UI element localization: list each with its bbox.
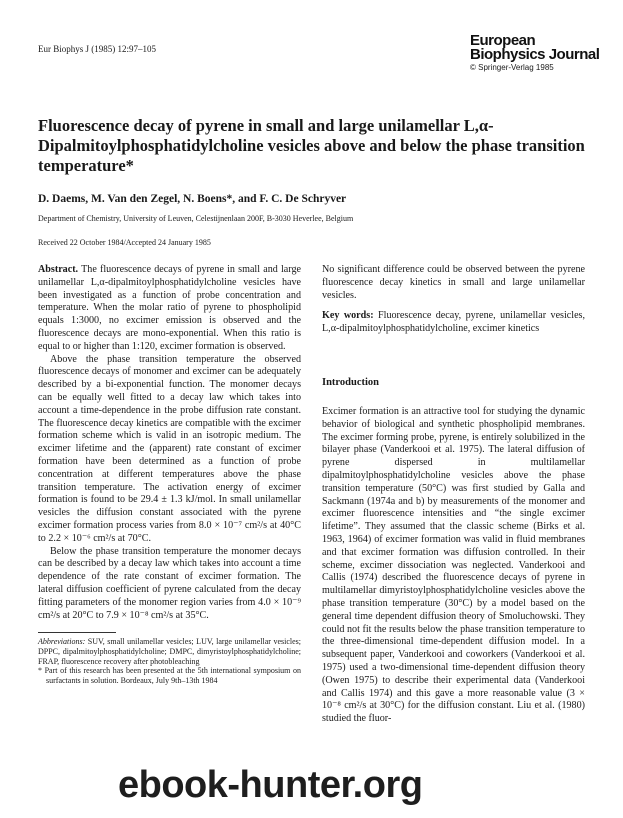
author-affiliation: Department of Chemistry, University of Leuven, Celestijnenlaan 200F, B-3030 Heverlee, Belgium <box>38 214 354 223</box>
article-authors: D. Daems, M. Van den Zegel, N. Boens*, and F. C. De Schryver <box>38 193 347 205</box>
footnotes <box>38 637 301 686</box>
footnote-divider <box>38 632 116 633</box>
abstract-label: Abstract. <box>38 264 79 275</box>
journal-name-line2: Biophysics Journal <box>470 46 600 63</box>
abstract-paragraph: Below the phase transition temperature the monomer decays can be described by a decay law which takes into account a time dependence of the rate constant of excimer formation. The lateral diffusion coefficient of pyrene calculated from the decay fitting parameters of the monomer region varies from 4.0 × 10⁻⁹ cm²/s at 20°C to 7.9 × 10⁻⁸ cm²/s at 35°C. <box>38 545 301 621</box>
asterisk-footnote: * Part of this research has been presented at the 5th international symposium on surfactants in solution. Bordeaux, July 9th–13th 1984 <box>38 666 301 686</box>
publisher-copyright: © Springer-Verlag 1985 <box>470 63 554 72</box>
watermark: ebook-hunter.org <box>118 764 423 806</box>
right-column-top <box>322 264 585 336</box>
abstract-column <box>38 264 301 622</box>
abbreviations-footnote: Abbreviations: SUV, small unilamellar vesicles; LUV, large unilamellar vesicles; DPPC, dipalmitoylphosphatidylcholine; DMPC, dimyristoylphosphatidylcholine; FRAP, fluorescence recovery after photobleaching <box>38 637 301 666</box>
article-title: Fluorescence decay of pyrene in small and large unilamellar L,α-Dipalmitoylphosphatidylcholine vesicles above and below the phase transition temperature* <box>38 116 585 175</box>
introduction-text: Excimer formation is an attractive tool for studying the dynamic behavior of biological and synthetic phospholipid membranes. The excimer forming probe, pyrene, is entirely solubilized in the bilayer phase (Vanderkooi et al. 1975). The lateral diffusion of pyrene dispersed in multilamellar dipalmitoylphosphatidylcholine vesicles above the phase transition temperature (50°C) was first studied by Galla and Sackmann (1974a and b) by measurements of the monomer and excimer fluorescence intensities and “the single excimer lifetime”. They assumed that the classic scheme (Birks et al. 1963, 1964) of excimer formation was valid in fluid membranes and that excimer formation was diffusion controlled. In their scheme, excimer dissociation was neglected. Vanderkooi and Callis (1974) described the fluorescence decays of pyrene in multilamellar dimyristoylphosphatidylcholine vesicles above the phase transition temperature (30°C) by a model based on the general time dependent diffusion theory of Smoluchowski. They could not fit the results below the phase transition temperature to the three-dimensional time-dependent diffusion model. In a subsequent paper, Vanderkooi and coworkers (Vanderkooi et al. 1975) used a two-dimensional time-dependent diffusion theory (Owen 1975) to describe their experimental data (Vanderkooi and Callis 1974) and this gave a more reasonable value (3 × 10⁻⁸ cm²/s at 30°C) for the diffusion constant. Liu et al. (1980) studied the fluor- <box>322 406 585 725</box>
keywords: Key words: Fluorescence decay, pyrene, unilamellar vesicles, L,α-dipalmitoylphosphatidylcholine, excimer kinetics <box>322 310 585 335</box>
keywords-label: Key words: <box>322 310 374 322</box>
journal-citation: Eur Biophys J (1985) 12:97–105 <box>38 44 156 54</box>
abstract-paragraph: No significant difference could be observed between the pyrene fluorescence decay kinetics in small and large unilamellar vesicles. <box>322 264 585 301</box>
section-heading-introduction: Introduction <box>322 377 379 388</box>
abstract-paragraph: Above the phase transition temperature the observed fluorescence decays of monomer and excimer can be adequately described by a bi-exponential function. The monomer decays can be equally well fitted to a decay law which takes into account a time-dependence in the probe diffusion rate constant. The fluorescence decay kinetics are compatible with the excimer formation scheme which is valid in an isotropic medium. The excimer lifetime and the (apparent) rate constant of excimer formation have been determined as a function of probe concentration at different temperatures above the phase transition temperature. The activation energy of excimer formation is found to be 29.4 ± 1.3 kJ/mol. In small unilamellar vesicles the diffusion constant associated with the pyrene excimer formation process varies from 8.0 × 10⁻⁷ cm²/s at 40°C to 2.2 × 10⁻⁶ cm²/s at 70°C. <box>38 353 301 544</box>
journal-logo <box>470 34 599 62</box>
abstract-paragraph: Abstract. The fluorescence decays of pyrene in small and large unilamellar L,α-dipalmitoylphosphatidylcholine vesicles have been investigated as a function of probe concentration and temperature. When the molar ratio of pyrene to phospholipid equals 1:3000, no excimer emission is observed and the fluorescence decays are mono-exponential. When this ratio is equal to or higher than 1:120, excimer formation is observed. <box>38 264 301 352</box>
received-dates: Received 22 October 1984/Accepted 24 January 1985 <box>38 238 211 247</box>
journal-name-line1: European <box>470 32 536 49</box>
